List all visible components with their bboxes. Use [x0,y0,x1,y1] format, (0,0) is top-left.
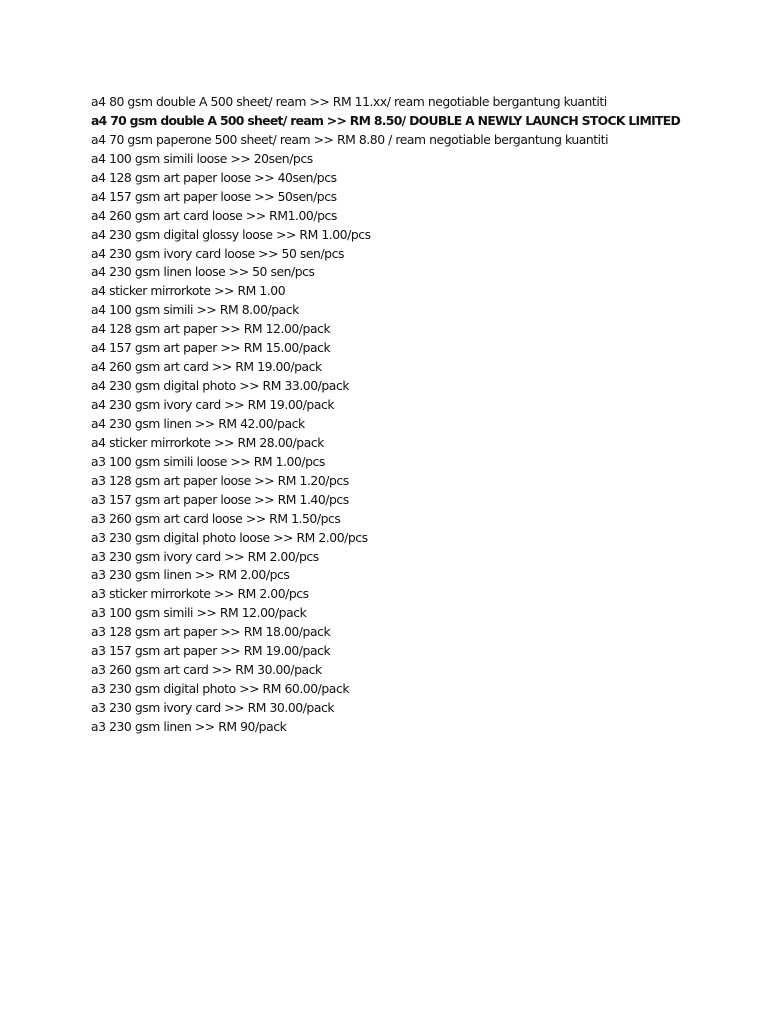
price-line: a4 230 gsm ivory card >> RM 19.00/pack [91,397,335,412]
price-line: a3 230 gsm ivory card >> RM 30.00/pack [91,700,335,715]
price-line: a3 128 gsm art paper loose >> RM 1.20/pcs [91,472,349,488]
price-line: a3 157 gsm art paper >> RM 19.00/pack [91,643,331,659]
price-line: a3 157 gsm art paper loose >> RM 1.40/pcs [91,491,349,507]
price-line: a4 128 gsm art paper >> RM 12.00/pack [91,321,331,337]
price-line: a3 128 gsm art paper >> RM 18.00/pack [91,624,331,640]
price-line: a4 70 gsm double A 500 sheet/ ream >> RM 8.50/ DOUBLE A NEWLY LAUNCH STOCK LIMITED [91,112,681,128]
price-line: a3 230 gsm ivory card >> RM 2.00/pcs [91,548,319,564]
price-line: a3 230 gsm digital photo >> RM 60.00/pack [91,681,350,697]
price-line: a4 157 gsm art paper loose >> 50sen/pcs [91,188,337,204]
price-line: a4 100 gsm simili >> RM 8.00/pack [91,302,299,318]
price-line: a4 230 gsm digital photo >> RM 33.00/pack [91,378,350,394]
price-line: a4 128 gsm art paper loose >> 40sen/pcs [91,169,337,185]
price-line: a3 260 gsm art card loose >> RM 1.50/pcs [91,510,341,526]
price-line: a3 100 gsm simili loose >> RM 1.00/pcs [91,453,325,469]
price-line: a3 260 gsm art card >> RM 30.00/pack [91,662,322,678]
price-line: a4 sticker mirrorkote >> RM 28.00/pack [91,434,324,450]
price-line: a4 260 gsm art card loose >> RM1.00/pcs [91,207,337,223]
price-line: a4 sticker mirrorkote >> RM 1.00 [91,283,286,299]
price-line: a3 230 gsm linen >> RM 2.00/pcs [91,567,290,583]
price-line: a3 230 gsm linen >> RM 90/pack [91,718,287,734]
price-list [91,93,761,737]
price-line: a3 sticker mirrorkote >> RM 2.00/pcs [91,586,309,602]
price-line: a4 80 gsm double A 500 sheet/ ream >> RM 11.xx/ ream negotiable bergantung kuantiti [91,94,607,109]
price-line: a4 230 gsm linen >> RM 42.00/pack [91,415,305,431]
price-line: a4 157 gsm art paper >> RM 15.00/pack [91,340,331,356]
price-line: a3 100 gsm simili >> RM 12.00/pack [91,605,307,621]
price-line: a4 230 gsm digital glossy loose >> RM 1.00/pcs [91,226,371,242]
price-line: a4 100 gsm simili loose >> 20sen/pcs [91,150,313,166]
price-line: a4 230 gsm ivory card loose >> 50 sen/pcs [91,245,344,261]
price-line: a4 230 gsm linen loose >> 50 sen/pcs [91,264,315,280]
price-line: a4 260 gsm art card >> RM 19.00/pack [91,359,322,375]
price-line: a4 70 gsm paperone 500 sheet/ ream >> RM 8.80 / ream negotiable bergantung kuantiti [91,131,609,147]
price-line: a3 230 gsm digital photo loose >> RM 2.00/pcs [91,529,368,545]
